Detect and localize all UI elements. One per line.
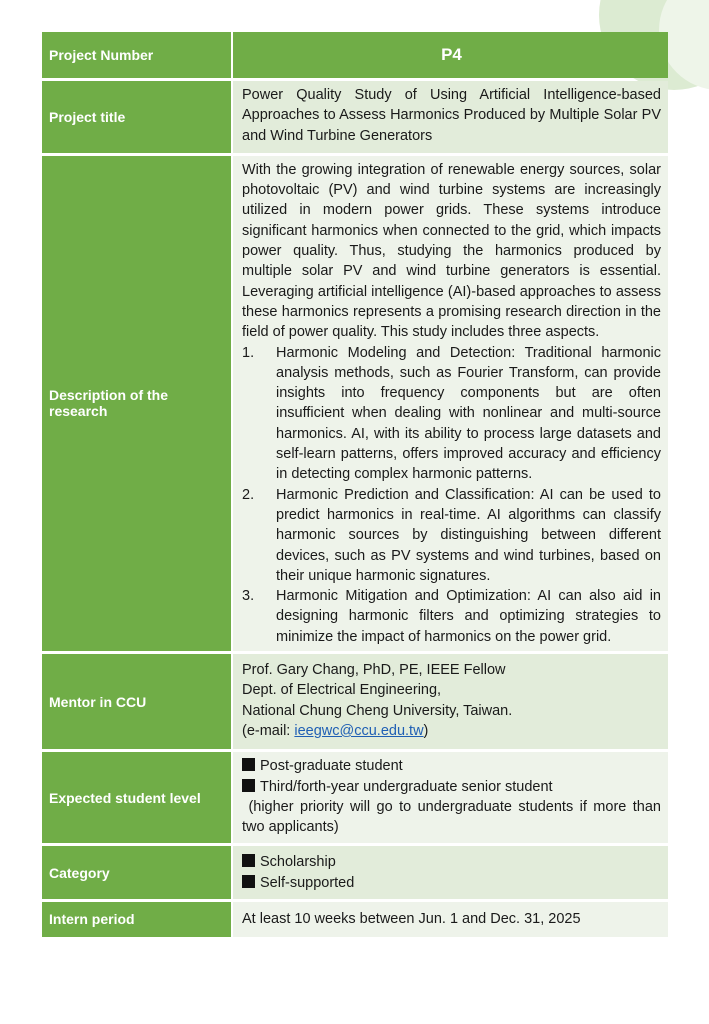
list-item-number: 3. [242,588,255,605]
category-option [242,873,661,893]
project-number-label: Project Number [42,32,233,78]
row-description [42,156,668,651]
mentor-university: National Chung Cheng University, Taiwan. [242,702,513,719]
row-mentor [42,654,668,749]
student-level-option [242,756,661,776]
category-value [233,846,668,899]
row-intern-period [42,902,668,937]
row-student-level [42,752,668,843]
row-project-number [42,32,668,78]
mentor-name: Prof. Gary Chang, PhD, PE, IEEE Fellow [242,662,506,679]
option-label: Post-graduate student [260,758,403,775]
list-item-number: 2. [242,486,255,503]
project-table [42,29,668,940]
email-suffix: ) [423,722,429,739]
checked-box-icon [242,779,255,792]
row-project-title [42,81,668,153]
project-title-value: Power Quality Study of Using Artificial Intelligence-based Approaches to Assess Harmonics Produced by Multiple Solar PV and Wind Turbine Generators [233,81,668,153]
category-label: Category [42,846,233,899]
list-item-number: 1. [242,344,255,361]
list-item-text: Harmonic Mitigation and Optimization: AI can also aid in designing harmonic filters and optimizing strategies to minimize the impact of harmonics on the power grid. [276,588,661,645]
option-label: Scholarship [260,854,336,871]
intern-period-value: At least 10 weeks between Jun. 1 and Dec. 31, 2025 [233,902,668,937]
option-label: Third/forth-year undergraduate senior student [260,778,553,795]
project-title-label: Project title [42,81,233,153]
checked-box-icon [242,854,255,867]
list-item [242,586,661,647]
description-label: Description of the research [42,156,233,651]
mentor-dept: Dept. of Electrical Engineering, [242,682,442,699]
description-value [233,156,668,651]
email-prefix: (e-mail: [242,722,295,739]
checked-box-icon [242,758,255,771]
email-link[interactable]: ieegwc@ccu.edu.tw [294,722,424,739]
description-list [242,343,661,647]
row-category [42,846,668,899]
mentor-value [233,654,668,749]
mentor-label: Mentor in CCU [42,654,233,749]
option-label: Self-supported [260,874,355,891]
student-level-value [233,752,668,843]
list-item-text: Harmonic Prediction and Classification: AI can be used to predict harmonics in real-time. AI algorithms can classify harmonic sources by distinguishing between different devices, such as PV systems and wind turbines, based on their unique harmonic signatures. [276,486,661,584]
category-option [242,852,661,872]
list-item-text: Harmonic Modeling and Detection: Traditional harmonic analysis methods, such as Fourier Transform, can provide insights into frequency components but are often insufficient when dealing with nonlinear and multi-source harmonics. AI, with its ability to process large datasets and self-learn patterns, offers improved accuracy and efficiency in detecting complex harmonic patterns. [276,344,661,483]
list-item [242,343,661,485]
list-item [242,485,661,586]
project-number-value: P4 [233,32,668,78]
intern-period-label: Intern period [42,902,233,937]
student-level-label: Expected student level [42,752,233,843]
mentor-email-line [242,721,661,741]
description-intro: With the growing integration of renewable energy sources, solar photovoltaic (PV) and wind turbine systems are increasingly utilized in modern power grids. These systems introduce significant harmonics when connected to the grid, which impacts power quality. Thus, studying the harmonics produced by multiple solar PV and wind turbine generators is essential. Leveraging artificial intelligence (AI)-based approaches to assess these harmonics represents a promising research direction in the field of power quality. This study includes three aspects. [242,161,661,341]
student-level-option [242,777,661,797]
checked-box-icon [242,875,255,888]
student-level-note: (higher priority will go to undergraduate students if more than two applicants) [242,798,666,836]
